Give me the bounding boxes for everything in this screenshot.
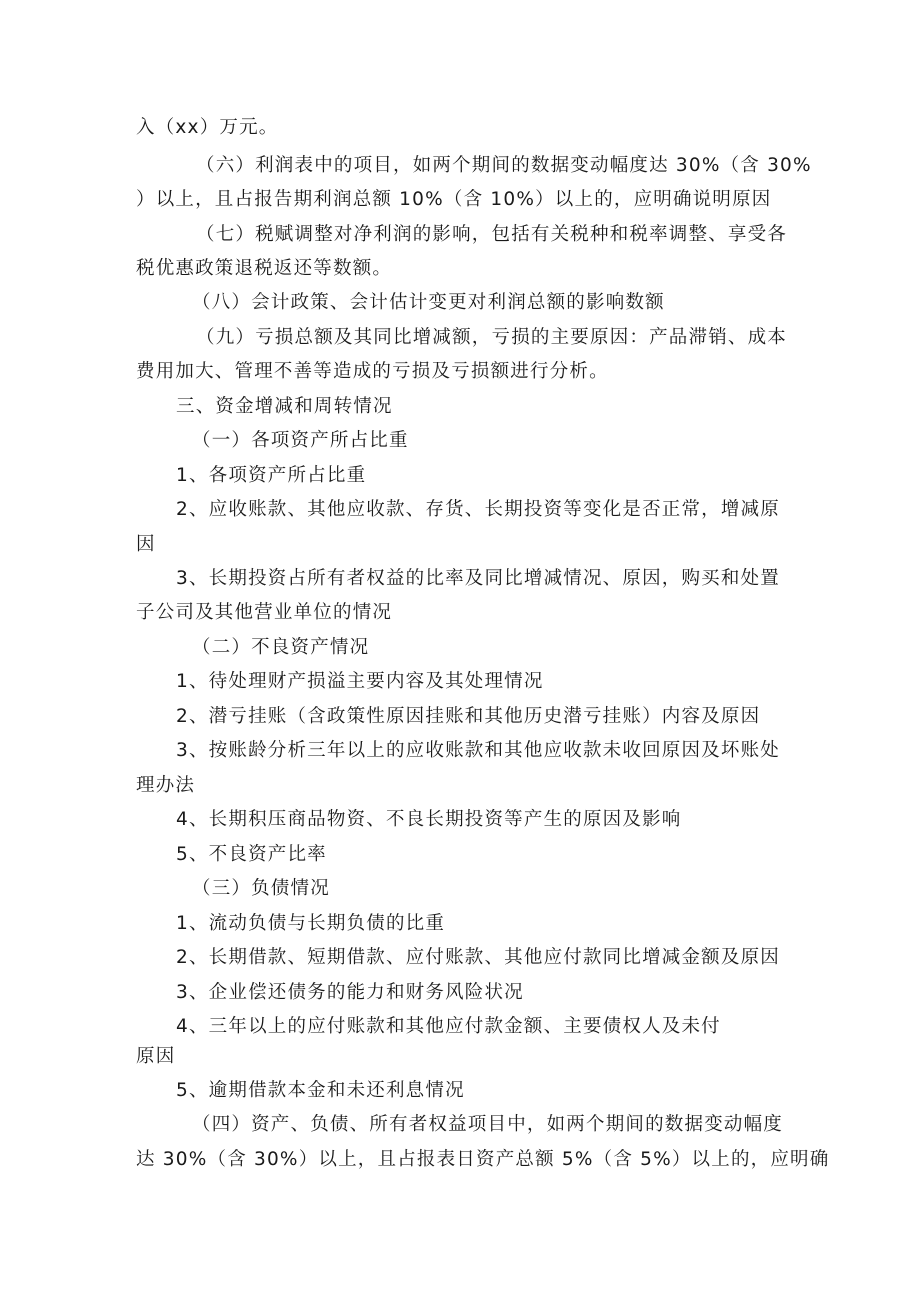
list-item: [0, 976, 920, 1010]
text-line: [0, 528, 920, 562]
list-item: [0, 1074, 920, 1108]
text-line-content: （九）亏损总额及其同比增减额，亏损的主要原因：产品滞销、成本: [196, 327, 788, 348]
list-item-text: 3、按账龄分析三年以上的应收账款和其他应收款未收回原因及坏账处: [176, 740, 780, 761]
list-item-text: 2、长期借款、短期借款、应付账款、其他应付款同比增减金额及原因: [176, 947, 780, 968]
text-line: [0, 111, 920, 145]
list-item-text: 3、长期投资占所有者权益的比率及同比增减情况、原因，购买和处置: [176, 568, 780, 589]
subsection-heading-text: （二）不良资产情况: [192, 637, 370, 658]
text-line: [0, 149, 920, 183]
text-line: [0, 252, 920, 286]
text-line: [0, 1040, 920, 1074]
text-line-content: 原因: [136, 1046, 176, 1067]
list-item-text: 1、流动负债与长期负债的比重: [176, 913, 446, 934]
list-item: [0, 493, 920, 527]
text-line-content: 入（xx）万元。: [136, 117, 279, 138]
subsection-heading: [0, 872, 920, 906]
text-line-content: （七）税赋调整对净利润的影响，包括有关税种和税率调整、享受各: [196, 224, 788, 245]
list-item: [0, 665, 920, 699]
subsection-heading: [0, 631, 920, 665]
list-item: [0, 838, 920, 872]
list-item-text: 1、待处理财产损溢主要内容及其处理情况: [176, 671, 544, 692]
subsection-heading: [0, 1108, 920, 1142]
text-line-content: （八）会计政策、会计估计变更对利润总额的影响数额: [192, 292, 665, 313]
text-line-content: 理办法: [136, 775, 196, 796]
text-line-content: 费用加大、管理不善等造成的亏损及亏损额进行分析。: [136, 361, 609, 382]
list-item-text: 4、三年以上的应付账款和其他应付款金额、主要债权人及未付: [176, 1016, 721, 1037]
list-item: [0, 459, 920, 493]
text-line-content: （六）利润表中的项目，如两个期间的数据变动幅度达 30%（含 30%: [196, 155, 812, 176]
text-line: [0, 218, 920, 252]
list-item-text: 5、不良资产比率: [176, 844, 327, 865]
list-item: [0, 734, 920, 768]
section-heading-text: 三、资金增减和周转情况: [176, 396, 393, 417]
list-item-text: 1、各项资产所占比重: [176, 465, 367, 486]
text-line: [0, 321, 920, 355]
list-item-text: 3、企业偿还债务的能力和财务风险状况: [176, 982, 524, 1003]
list-item-text: 2、应收账款、其他应收款、存货、长期投资等变化是否正常，增减原: [176, 499, 780, 520]
list-item: [0, 700, 920, 734]
text-line-content: 因: [136, 534, 156, 555]
subsection-heading-text: （三）负债情况: [192, 878, 330, 899]
text-line-content: ）以上，且占报告期利润总额 10%（含 10%）以上的，应明确说明原因: [136, 189, 772, 210]
text-line-content: 达 30%（含 30%）以上，且占报表日资产总额 5%（含 5%）以上的，应明确: [136, 1149, 830, 1170]
list-item: [0, 941, 920, 975]
text-line: [0, 355, 920, 389]
text-line-content: 税优惠政策退税返还等数额。: [136, 258, 393, 279]
list-item: [0, 562, 920, 596]
list-item: [0, 803, 920, 837]
subsection-heading-text: （一）各项资产所占比重: [192, 430, 409, 451]
section-heading: [0, 390, 920, 424]
list-item: [0, 907, 920, 941]
text-line-content: 子公司及其他营业单位的情况: [136, 602, 393, 623]
subsection-heading-text: （四）资产、负债、所有者权益项目中，如两个期间的数据变动幅度: [192, 1114, 784, 1135]
text-line: [0, 1143, 920, 1177]
list-item-text: 2、潜亏挂账（含政策性原因挂账和其他历史潜亏挂账）内容及原因: [176, 706, 761, 727]
text-line: [0, 183, 920, 217]
list-item: [0, 1010, 920, 1044]
list-item-text: 4、长期积压商品物资、不良长期投资等产生的原因及影响: [176, 809, 682, 830]
text-line: [0, 286, 920, 320]
text-line: [0, 596, 920, 630]
list-item-text: 5、逾期借款本金和未还利息情况: [176, 1080, 465, 1101]
text-line: [0, 769, 920, 803]
subsection-heading: [0, 424, 920, 458]
